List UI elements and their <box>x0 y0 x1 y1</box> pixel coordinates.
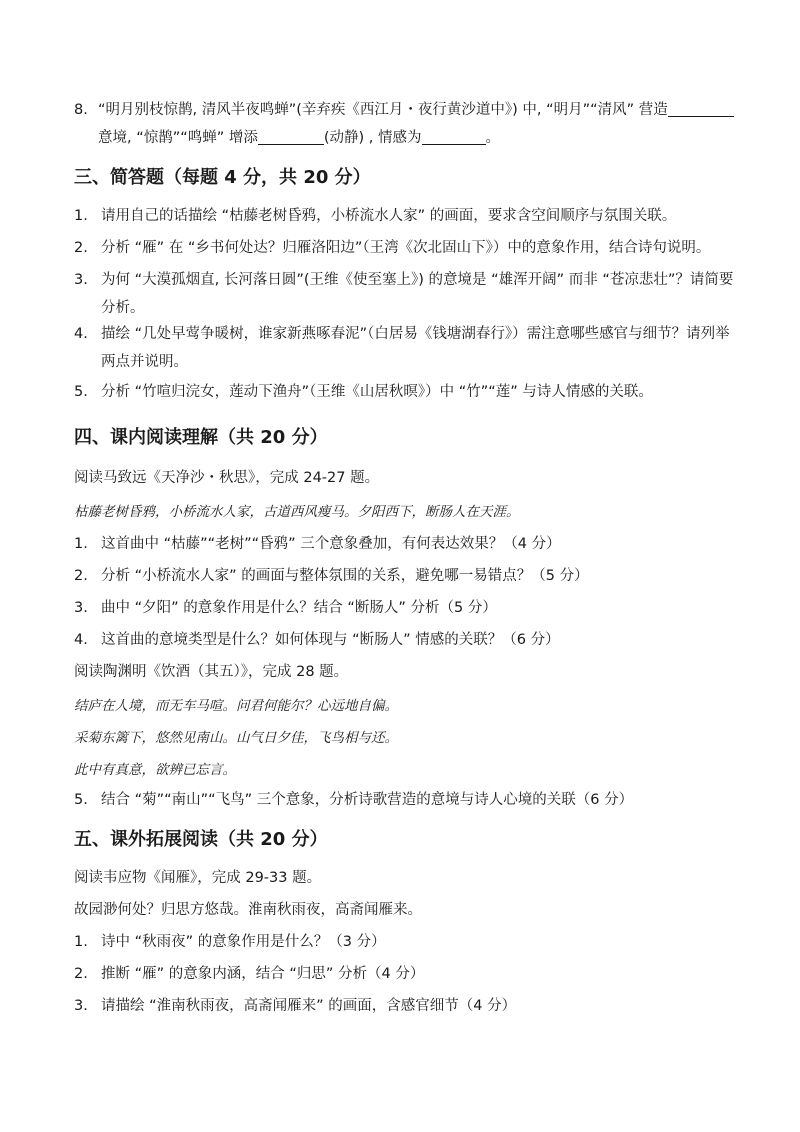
poem-text: 枯藤老树昏鸦，小桥流水人家，古道西风瘦马。夕阳西下，断肠人在天涯。 <box>74 504 520 520</box>
poem-line: 此中有真意，欲辨已忘言。 <box>74 762 236 778</box>
section-title: 五、课外拓展阅读（共 20 分） <box>74 829 328 850</box>
question-number: 8. <box>74 102 88 118</box>
question-item: 5. 结合 “菊”“南山”“飞鸟” 三个意象，分析诗歌营造的意境与诗人心境的关联（6 分） <box>74 792 634 808</box>
reading-intro: 阅读陶渊明《饮酒（其五）》，完成 28 题。 <box>74 664 349 680</box>
poem-line: 结庐在人境，而无车马喧。问君何能尔？心远地自偏。 <box>74 698 398 714</box>
answer-blank[interactable] <box>258 128 324 145</box>
reading-intro: 阅读马致远《天净沙・秋思》，完成 24-27 题。 <box>74 470 380 486</box>
question-item: 2. 推断 “雁” 的意象内涵，结合 “归思” 分析（4 分） <box>74 966 425 982</box>
reading-intro: 阅读韦应物《闻雁》，完成 29-33 题。 <box>74 870 322 886</box>
poem-line: 采菊东篱下，悠然见南山。山气日夕佳，飞鸟相与还。 <box>74 730 398 746</box>
question-item: 1. 这首曲中 “枯藤”“老树”“昏鸦” 三个意象叠加，有何表达效果？（4 分） <box>74 536 561 552</box>
poem-text: 故园渺何处？归思方悠哉。淮南秋雨夜，高斋闻雁来。 <box>74 902 422 918</box>
question-item: 4. 描绘 “几处早莺争暖树，谁家新燕啄春泥”（白居易《钱塘湖春行》）需注意哪些感官与细节？请列举两点并说明。 <box>74 326 730 370</box>
question-item: 2. 分析 “雁” 在 “乡书何处达？归雁洛阳边”（王湾《次北固山下》）中的意象作用，结合诗句说明。 <box>74 240 711 256</box>
question-item: 3. 为何 “大漠孤烟直, 长河落日圆”(王维《使至塞上》) 的意境是 “雄浑开阔” 而非 “苍凉悲壮”？请简要分析。 <box>74 272 734 316</box>
question-text: “明月别枝惊鹊, 清风半夜鸣蝉”(辛弃疾《西江月・夜行黄沙道中》) 中, “明月”“清风” 营造 意境, “惊鹊”“鸣蝉” 增添 (动静) , 情感为 。 <box>74 96 734 152</box>
section-title: 三、简答题（每题 4 分，共 20 分） <box>74 167 371 188</box>
question-item: 1. 诗中 “秋雨夜” 的意象作用是什么？（3 分） <box>74 934 386 950</box>
question-item: 3. 请描绘 “淮南秋雨夜，高斋闻雁来” 的画面，含感官细节（4 分） <box>74 998 517 1014</box>
question-item: 5. 分析 “竹喧归浣女，莲动下渔舟”（王维《山居秋暝》）中 “竹”“莲” 与诗人情感的关联。 <box>74 384 653 400</box>
question-item: 1. 请用自己的话描绘 “枯藤老树昏鸦，小桥流水人家” 的画面，要求含空间顺序与氛围关联。 <box>74 208 677 224</box>
question-item: 2. 分析 “小桥流水人家” 的画面与整体氛围的关系，避免哪一易错点？（5 分） <box>74 568 589 584</box>
answer-blank[interactable] <box>668 100 734 117</box>
question-item: 4. 这首曲的意境类型是什么？如何体现与 “断肠人” 情感的关联？（6 分） <box>74 632 560 648</box>
section-title: 四、课内阅读理解（共 20 分） <box>74 427 328 448</box>
question-item: 3. 曲中 “夕阳” 的意象作用是什么？结合 “断肠人” 分析（5 分） <box>74 600 497 616</box>
answer-blank[interactable] <box>422 128 486 145</box>
question-8 <box>74 96 734 152</box>
